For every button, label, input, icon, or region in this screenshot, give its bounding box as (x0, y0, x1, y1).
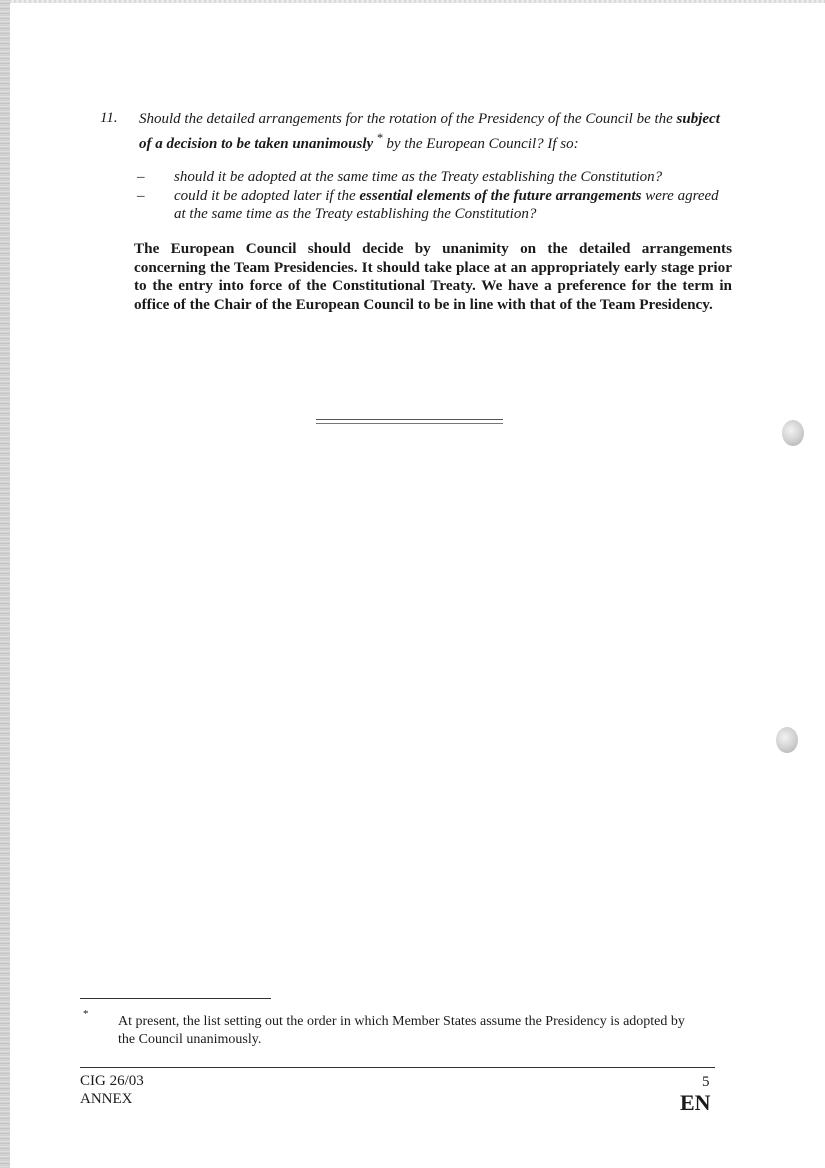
footnote-marker: * (83, 1008, 89, 1020)
question-number: 11. (100, 110, 118, 126)
section-separator (316, 419, 503, 424)
dash-bullet: – (137, 188, 145, 204)
sub-item-text (174, 187, 734, 223)
language-code: EN (680, 1090, 711, 1115)
footnote-reference: * (373, 131, 383, 145)
footnote-text: At present, the list setting out the order in which Member States assume the Presidency is adopted by the Council unanimously. (118, 1014, 685, 1047)
answer-paragraph: The European Council should decide by unanimity on the detailed arrangements concerning the Team Presidencies. It should take place at an appropriately early stage prior to the entry into force of the Constitutional Treaty. We have a preference for the term in office of the Chair of the European Council to be in line with that of the Team Presidency. (134, 240, 732, 313)
question-intro: Should the detailed arrangements for the rotation of the Presidency of the Council be the (139, 111, 673, 127)
sub-item-pre: could it be adopted later if the (174, 188, 360, 204)
scan-top-edge (10, 0, 825, 3)
dash-bullet: – (137, 169, 145, 185)
question-tail: by the European Council? If so: (382, 136, 579, 152)
document-reference: CIG 26/03 (80, 1073, 144, 1089)
question-text (139, 110, 729, 154)
annex-label: ANNEX (80, 1091, 133, 1107)
scan-edge (0, 0, 10, 1168)
footnote-rule (80, 998, 271, 999)
sub-item-bold: essential elements of the future arrangements (359, 188, 642, 204)
punch-hole-upper (782, 420, 804, 446)
page-number: 5 (702, 1074, 710, 1090)
sub-item-post: were agreed at the same time as the Treaty establishing the Constitution? (174, 188, 719, 222)
footer-rule (80, 1067, 715, 1068)
sub-item-text: should it be adopted at the same time as the Treaty establishing the Constitution? (174, 169, 663, 185)
punch-hole-lower (776, 727, 798, 753)
question-bold-phrase: subject of a decision to be taken unanimously (139, 111, 720, 152)
